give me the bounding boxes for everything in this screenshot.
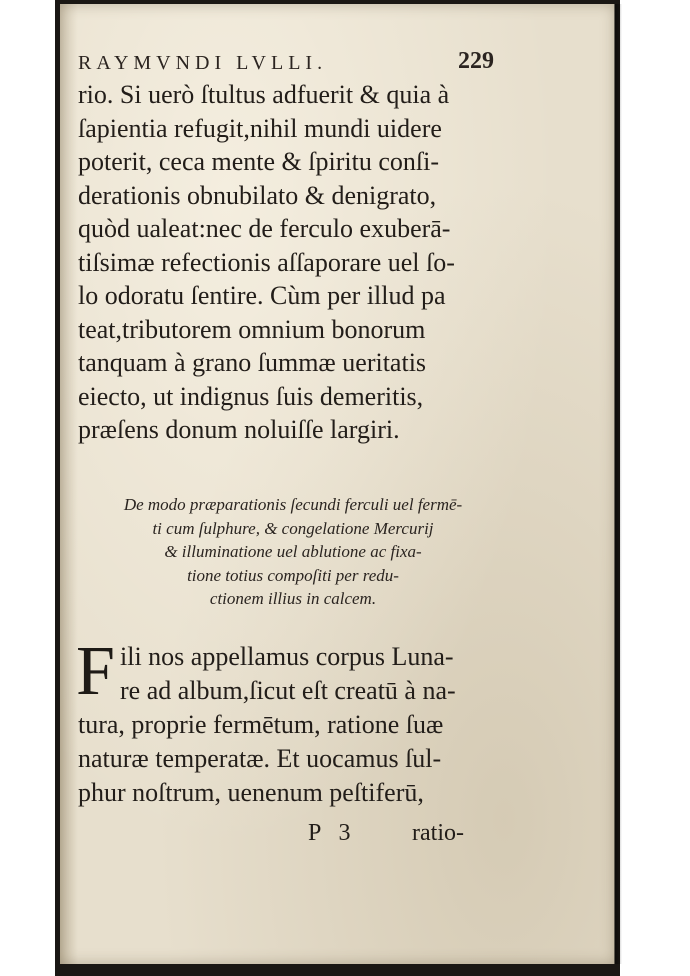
text-line: ili nos appellamus corpus Luna- <box>120 642 454 671</box>
text-line: quòd ualeat:nec de ferculo exuberā- <box>78 214 451 243</box>
text-line: naturæ temperatæ. Et uocamus ſul- <box>78 744 442 773</box>
heading-line: & illuminatione uel ablutione ac fixa- <box>164 542 422 561</box>
signature-mark: P 3 <box>308 820 357 846</box>
text-line: tiſsimæ refectionis aſſaporare uel ſo- <box>78 247 455 277</box>
drop-cap-initial: F <box>76 633 115 710</box>
text-line: derationis obnubilato & denigrato, <box>78 180 437 210</box>
paragraph-2 <box>76 633 508 810</box>
text-line: poterit, ceca mente & ſpiritu conſi- <box>78 147 439 176</box>
text-line: tura, proprie fermētum, ratione ſuæ <box>78 710 444 739</box>
text-line: præſens donum noluiſſe largiri. <box>78 415 400 444</box>
text-line: teat,tributorem omnium bonorum <box>78 314 426 344</box>
text-line: rio. Si uerò ſtultus adfuerit & quia à <box>78 80 450 109</box>
page-number: 229 <box>458 48 494 74</box>
heading-line: ctionem illius in calcem. <box>209 589 377 608</box>
text-line: phur noſtrum, uenenum peſtiferū, <box>78 778 424 807</box>
text-line: re ad album,ſicut eſt creatū à na- <box>120 676 456 705</box>
heading-line: De modo præparationis ſecundi ferculi uel fermē- <box>123 495 463 514</box>
text-line: eiecto, ut indignus ſuis demeritis, <box>78 381 424 411</box>
text-line: lo odoratu ſentire. Cùm per illud pa <box>78 281 446 310</box>
heading-line: tione totius compoſiti per redu- <box>187 565 399 585</box>
heading-line: ti cum ſulphure, & congelatione Mercurij <box>152 518 434 538</box>
page-edge-shadow <box>614 4 622 964</box>
paragraph-1 <box>78 78 508 447</box>
section-heading <box>78 493 508 611</box>
catchword: ratio- <box>412 820 464 846</box>
text-line: ſapientia refugit,nihil mundi uidere <box>78 113 442 143</box>
text-line: tanquam à grano ſummæ ueritatis <box>78 348 427 377</box>
running-head: RAYMVNDI LVLLI. <box>78 52 328 74</box>
